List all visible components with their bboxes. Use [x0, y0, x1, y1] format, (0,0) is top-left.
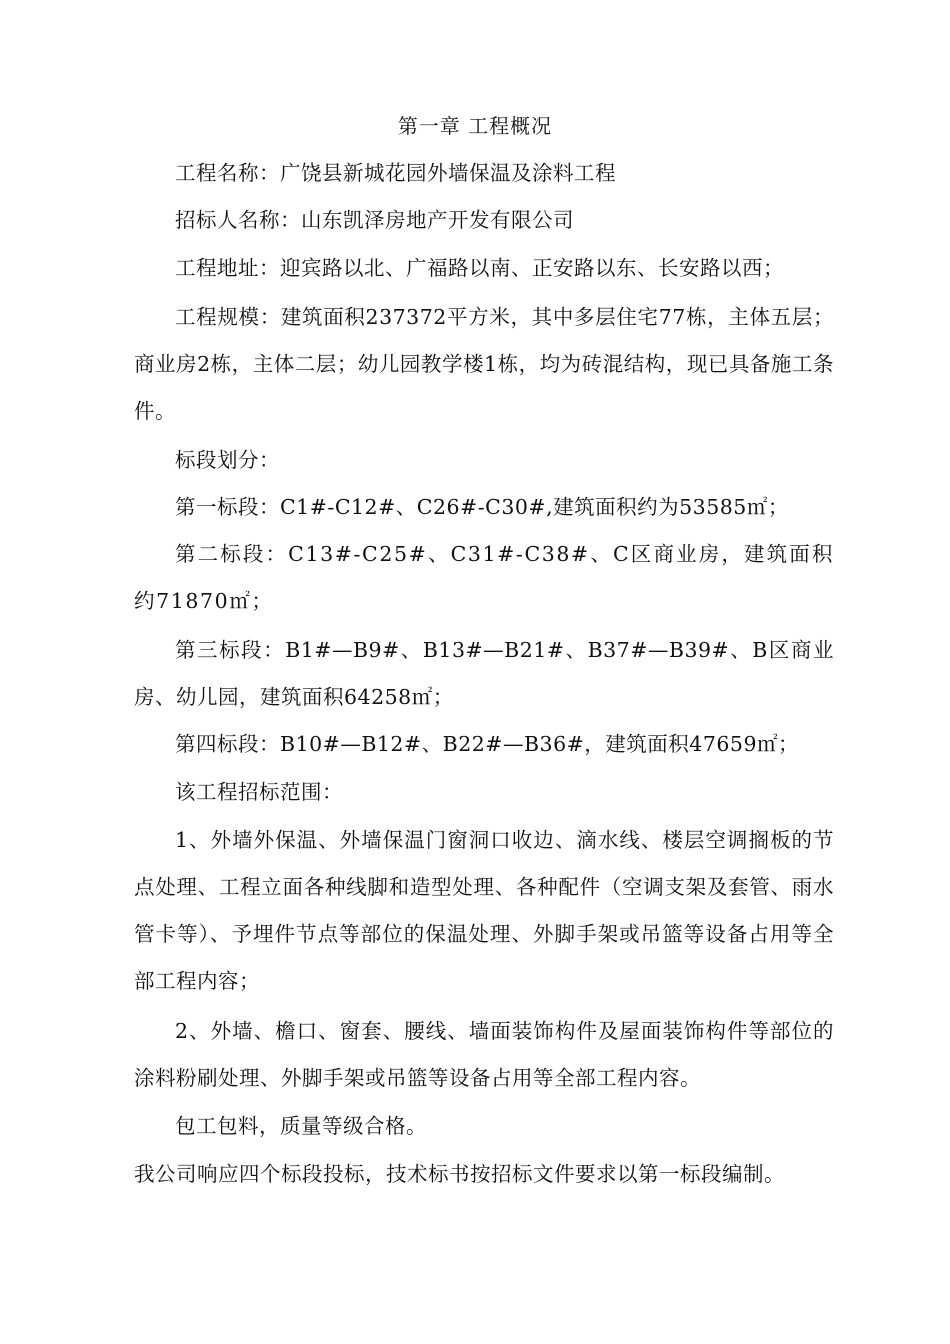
- section-division-heading: 标段划分：: [175, 448, 280, 472]
- section-two-paragraph: 第二标段：C13#-C25#、C31#-C38#、C区商业房，建筑面积约71870㎡；: [134, 542, 834, 613]
- scope-item-1-paragraph: 1、外墙外保温、外墙保温门窗洞口收边、滴水线、楼层空调搁板的节点处理、工程立面各种线脚和造型处理、各种配件（空调支架及套管、雨水管卡等）、予埋件节点等部位的保温处理、外脚手架或吊篮等设备占用等全部工程内容；: [134, 828, 834, 993]
- tender-scope-heading: 该工程招标范围：: [175, 780, 343, 804]
- project-name-paragraph: 工程名称：广饶县新城花园外墙保温及涂料工程: [175, 161, 616, 185]
- tenderer-paragraph: 招标人名称：山东凯泽房地产开发有限公司: [175, 208, 574, 232]
- quality-paragraph: 包工包料，质量等级合格。: [175, 1114, 427, 1138]
- project-scale-paragraph: 工程规模：建筑面积237372平方米，其中多层住宅77栋，主体五层；商业房2栋，主体二层；幼儿园教学楼1栋，均为砖混结构，现已具备施工条件。: [134, 305, 834, 423]
- section-three-paragraph: 第三标段：B1#—B9#、B13#—B21#、B37#—B39#、B区商业房、幼儿园，建筑面积64258㎡；: [134, 638, 834, 709]
- section-one-paragraph: 第一标段：C1#-C12#、C26#-C30#,建筑面积约为53585㎡；: [175, 495, 789, 519]
- chapter-title: 第一章 工程概况: [397, 114, 553, 138]
- response-paragraph: 我公司响应四个标段投标，技术标书按招标文件要求以第一标段编制。: [134, 1162, 785, 1186]
- project-address-paragraph: 工程地址：迎宾路以北、广福路以南、正安路以东、长安路以西；: [175, 256, 784, 280]
- scope-item-2-paragraph: 2、外墙、檐口、窗套、腰线、墙面装饰构件及屋面装饰构件等部位的涂料粉刷处理、外脚手架或吊篮等设备占用等全部工程内容。: [134, 1019, 834, 1090]
- section-four-paragraph: 第四标段：B10#—B12#、B22#—B36#，建筑面积47659㎡；: [175, 732, 800, 756]
